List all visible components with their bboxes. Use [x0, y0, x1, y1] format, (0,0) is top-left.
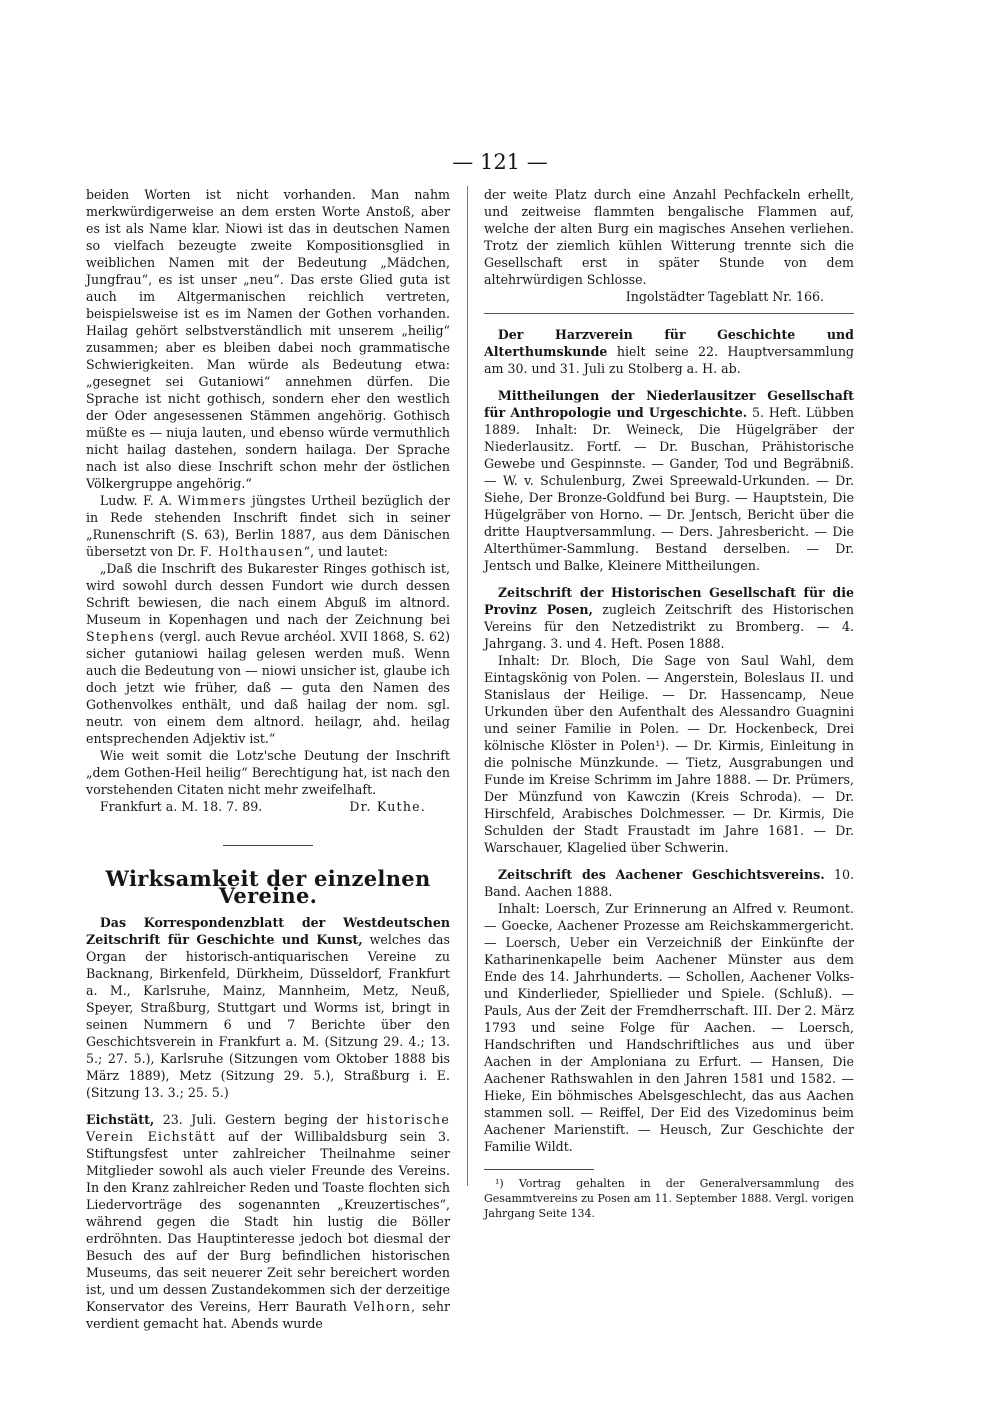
paragraph-harzverein — [484, 326, 854, 377]
right-column — [484, 186, 854, 1221]
paragraph-korrespondenzblatt — [86, 914, 450, 1101]
left-column — [86, 186, 450, 1332]
text-run: Ludw. F. A. — [99, 493, 178, 508]
paragraph-eichstaett — [86, 1111, 450, 1332]
translator-name: F. Holthausen — [199, 544, 304, 559]
text-run: , sehr verdient gemacht hat. Abends wurde — [86, 1299, 450, 1331]
entry-rule — [484, 313, 854, 314]
footnote-rule — [484, 1169, 594, 1170]
text-run: 23. Juli. Gestern beging der — [154, 1112, 367, 1127]
author-name: Wimmers — [177, 493, 247, 508]
entry-title: Zeitschrift des Aachener Geschichtsvereins. — [497, 867, 825, 882]
text-run: 5. Heft. Lübben 1889. Inhalt: Dr. Weineck, Die Hügelgräber der Niederlausitz. Fortf. — Dr. Buschan, Prähistorische Gewebe und Gespinnste. — Gander, Tod und Begräbniß. — W. v. Schulenburg, Zwei Spreewald-Urkunden. — Dr. Siehe, Der Bronze-Goldfund bei Burg. — Hauptstein, Die Hügelgräber von Horno. — Dr. Jentsch, Bericht über die dritte Hauptversammlung. — Ders. Jahresbericht. — Die Alterthümer-Sammlung. Bestand derselben. — Dr. Jentsch und Balke, Kleinere Mittheilungen. — [484, 405, 854, 573]
footnote: ¹) Vortrag gehalten in der Generalversammlung des Gesammtvereins zu Posen am 11. September 1888. Vergl. vorigen Jahrgang Seite 134. — [484, 1177, 854, 1220]
page-number: — 121 — — [452, 150, 548, 174]
paragraph-niederlausitz — [484, 387, 854, 574]
text-run: „Daß die Inschrift des Bukarester Ringes gothisch ist, wird sowohl durch dessen Fundort wie durch dessen Schrift bewiesen, die nach einem Abguß im altnord. Museum in Kopenhagen und nach der Zeichnung bei — [86, 561, 450, 627]
source-citation: Ingolstädter Tageblatt Nr. 166. — [625, 289, 824, 304]
section-heading: Wirksamkeit der einzelnen Vereine. — [105, 866, 431, 908]
text-run: welches das Organ der historisch-antiquarischen Vereine zu Backnang, Birkenfeld, Dürkheim, Düsseldorf, Frankfurt a. M., Karlsruhe, Mainz, Mannheim, Metz, Neuß, Speyer, Straßburg, Stuttgart und Worms ist, bringt in seinen Nummern 6 und 7 Berichte über den Geschichtsverein in Frankfurt a. M. (Sitzung 29. 4.; 13. 5.; 27. 5.), Karlsruhe (Sitzungen vom Oktober 1888 bis März 1889), Metz (Sitzung 29. 5.), Straßburg i. E. (Sitzung 13. 3.; 25. 5.) — [86, 932, 450, 1100]
text-run: “, und lautet: — [303, 544, 388, 559]
section-divider — [223, 845, 313, 846]
signature-author: Dr. Kuthe. — [349, 799, 426, 814]
entry-title: Das Korrespondenzblatt der Westdeutschen Zeitschrift für Geschichte und Kunst, — [86, 915, 450, 947]
entry-title: Der Harzverein für Geschichte und Alterthumskunde — [484, 327, 854, 359]
text-run: zugleich Zeitschrift des Historischen Vereins für den Netzedistrikt zu Bromberg. — 4. Jahrgang. 3. und 4. Heft. Posen 1888. — [484, 602, 854, 651]
paragraph-posen-header — [484, 584, 854, 652]
text-run: 10. Band. Aachen 1888. — [484, 867, 854, 899]
text-run: (vergl. auch Revue archéol. XVII 1868, S. 62) sicher gutaniowi hailag gelesen werden muß. Wenn auch die Bedeutung von — niowi unsicher ist, glaube ich doch jetzt wie früher, daß — guta den Namen des Gothenvolkes enthält, und daß hailag der nom. sgl. neutr. von einem dem altnord. heilagr, ahd. heilag entsprechenden Adjektiv ist.“ — [86, 629, 450, 746]
paragraph-eichstaett-continued: der weite Platz durch eine Anzahl Pechfackeln erhellt, und zeitweise flammten bengalische Flammen auf, welche der alten Burg ein magisches Ansehen verliehen. Trotz der ziemlich kühlen Witterung trennte sich die Gesellschaft erst in später Stunde von dem altehrwürdigen Schlosse. — [484, 187, 854, 287]
signature-place-date: Frankfurt a. M. 18. 7. 89. — [99, 799, 263, 814]
text-run: auf der Willibaldsburg sein 3. Stiftungsfest unter zahlreicher Theilnahme seiner Mitglieder sowohl als auch vieler Freunde des Vereins. In den Kranz zahlreicher Reden und Toaste flochten sich Liedervorträge des sogenannten „Kreuzertisches“, während gegen die Stadt hin lustig die Böller erdröhnten. Das Hauptinteresse jedoch bot diesmal der Besuch des auf der Burg befindlichen historischen Museums, das seit neuerer Zeit sehr bereichert worden ist, und um dessen Zustandekommen sich der derzeitige Konservator des Vereins, Herr Baurath — [86, 1129, 450, 1314]
paragraph-wimmer-judgement — [86, 492, 450, 560]
paragraph-inscription-analysis: beiden Worten ist nicht vorhanden. Man nahm merkwürdigerweise an dem ersten Worte Anstoß, aber es ist als Name klar. Niowi ist das in deutschen Namen so vielfach bezeugte zweite Kompositionsglied in weiblichen Namen mit der Bedeutung „Mädchen, Jungfrau“, es ist unser „neu“. Das erste Glied guta ist auch im Altgermanischen reichlich vertreten, beispielsweise ist es im Namen der Gothen vorhanden. Hailag gehört selbstverständlich mit unserem „heilig“ zusammen; aber es bleiben dabei noch grammatische Schwierigkeiten. Man würde als Bedeutung etwa: „gesegnet sei Gutaniowi“ annehmen dürfen. Die Sprache ist nicht gothisch, sondern eher den westlich der Oder angesessenen Stämmen angehörig. Gothisch müßte es — niuja lauten, und ebenso würde vermuthlich nicht hailag dastehen, sondern hailaga. Der Sprache nach ist also diese Inschrift schon mehr der östlichen Völkergruppe angehörig.“ — [86, 187, 450, 491]
paragraph-conclusion: Wie weit somit die Lotz'sche Deutung der Inschrift „dem Gothen-Heil heilig“ Berechtigung hat, ist nach den vorstehenden Citaten nicht mehr zweifelhaft. — [86, 748, 450, 797]
signature-line — [86, 798, 450, 815]
entry-title: Eichstätt, — [86, 1112, 155, 1127]
text-run: hielt seine 22. Hauptversammlung am 30. und 31. Juli zu Stolberg a. H. ab. — [484, 344, 854, 376]
paragraph-posen-contents: Inhalt: Dr. Bloch, Die Sage von Saul Wahl, dem Eintagskönig von Polen. — Angerstein, Boleslaus II. und Stanislaus der Heilige. — Dr. Hassencamp, Neue Urkunden über den Aufenthalt des Alessandro Guagnini und seiner Familie in Polen. — Dr. Hockenbeck, Drei kölnische Klöster in Polen¹). — Dr. Kirmis, Einleitung in die polnische Münzkunde. — Tietz, Ausgrabungen und Funde im Kreise Schrimm im Jahre 1888. — Dr. Prümers, Der Münzfund von Kawczin (Kreis Schroda). — Dr. Hirschfeld, Arabisches Dolchmesser. — Dr. Kirmis, Die Schulden der Stadt Fraustadt im Jahre 1681. — Dr. Warschauer, Klagelied über Schwerin. — [484, 653, 854, 855]
paragraph-aachen-header — [484, 866, 854, 900]
person-name: Velhorn — [353, 1299, 412, 1314]
author-name: Stephens — [86, 629, 155, 644]
column-divider — [467, 186, 468, 1186]
text-run: jüngstes Urtheil bezüglich der in Rede stehenden Inschrift findet sich in seiner „Runenschrift (S. 63), Berlin 1887, aus dem Dänischen übersetzt von Dr. — [86, 493, 450, 559]
paragraph-wimmer-quote — [86, 560, 450, 747]
paragraph-aachen-contents: Inhalt: Loersch, Zur Erinnerung an Alfred v. Reumont. — Goecke, Aachener Prozesse am Reichskammergericht. — Loersch, Ueber ein Verzeichniß der Einkünfte der Katharinenkapelle beim Aachener Münster aus dem Ende des 14. Jahrhunderts. — Schollen, Aachener Volks- und Kinderlieder, Spiellieder und Spiele. (Schluß). — Pauls, Aus der Zeit der Fremdherrschaft. III. Der 2. März 1793 und seine Folge für Aachen. — Loersch, Handschriften und Handschriftliches aus und über Aachen in der Amploniana zu Erfurt. — Hansen, Die Aachener Rathswahlen in den Jahren 1581 und 1582. — Hieke, Ein böhmisches Abelsgeschlecht, das aus Aachen stammen soll. — Reiffel, Der Eid des Vizedominus beim Aachener Marienstift. — Heusch, Zur Geschichte der Familie Wildt. — [484, 901, 854, 1154]
society-name: historische Verein Eichstätt — [86, 1112, 450, 1144]
entry-title: Mittheilungen der Niederlausitzer Gesellschaft für Anthropologie und Urgeschichte. — [484, 388, 854, 420]
entry-title: Zeitschrift der Historischen Gesellschaft für die Provinz Posen, — [484, 585, 854, 617]
